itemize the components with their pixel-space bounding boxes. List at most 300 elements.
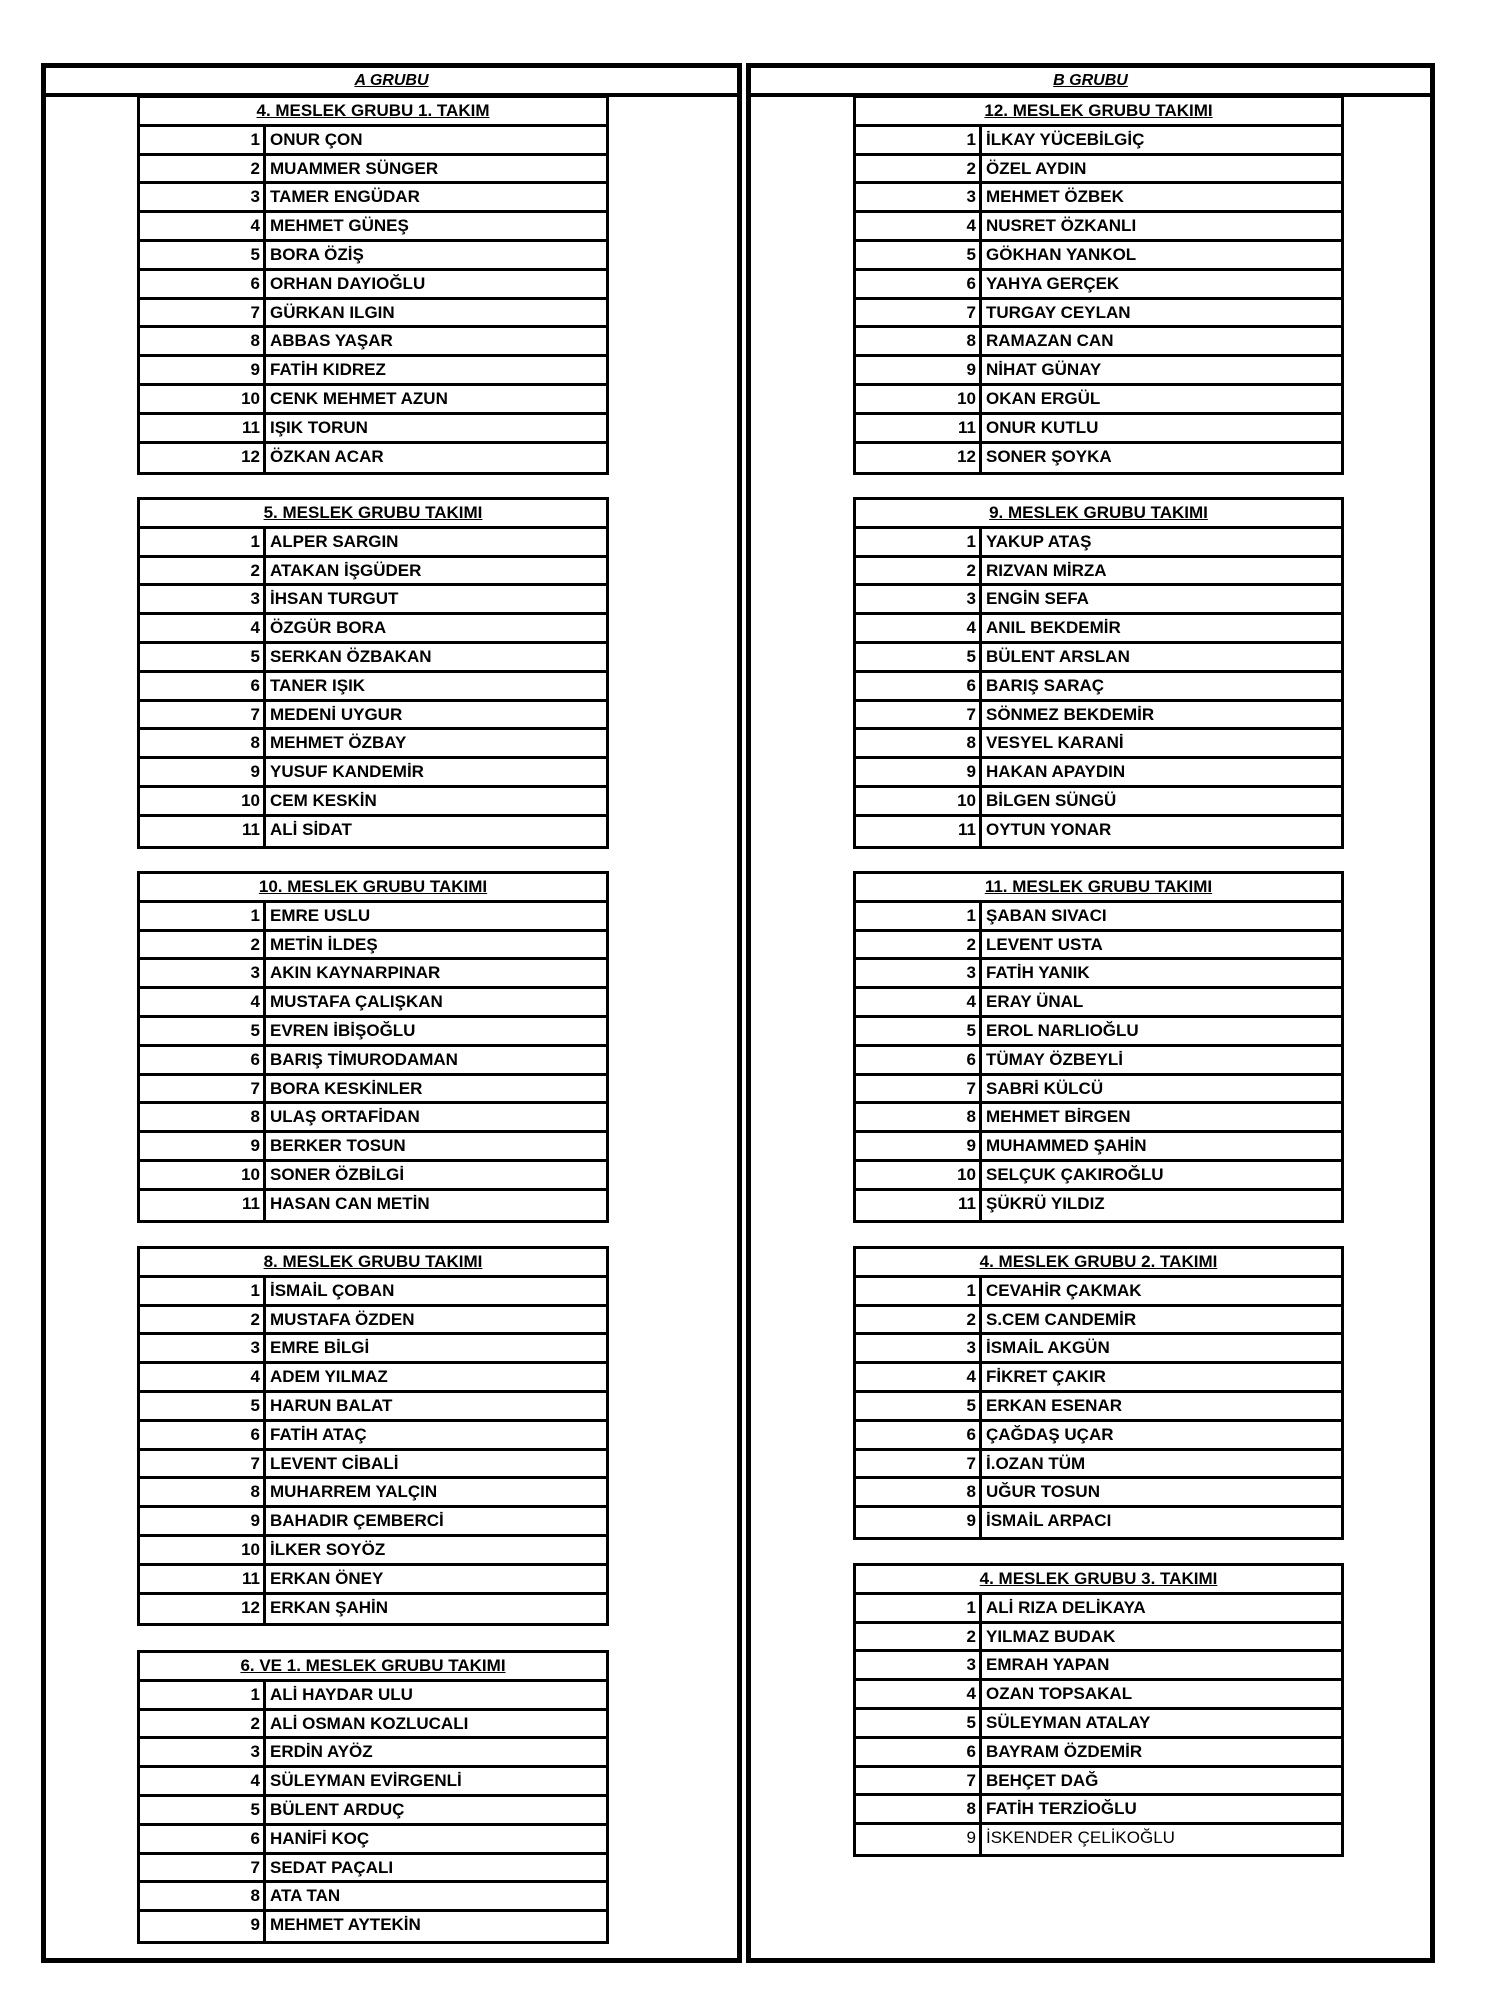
player-number: 11 xyxy=(140,1191,266,1220)
player-name: İSMAİL ÇOBAN xyxy=(270,1280,395,1300)
player-row xyxy=(856,1393,1341,1422)
player-name: ONUR ÇON xyxy=(270,129,363,149)
player-name: METİN İLDEŞ xyxy=(270,934,378,954)
player-row xyxy=(856,702,1341,731)
player-number: 2 xyxy=(856,558,982,584)
player-row xyxy=(856,156,1341,185)
group-a-header xyxy=(46,68,737,97)
player-name: BERKER TOSUN xyxy=(270,1136,406,1156)
player-number: 2 xyxy=(856,1307,982,1333)
player-number: 2 xyxy=(140,1307,266,1333)
player-name: CEVAHİR ÇAKMAK xyxy=(986,1280,1142,1300)
player-number: 2 xyxy=(140,932,266,958)
player-number: 1 xyxy=(856,529,982,555)
team-table xyxy=(853,1563,1344,1857)
player-number: 5 xyxy=(856,644,982,670)
player-row xyxy=(856,444,1341,473)
player-row xyxy=(140,1537,606,1566)
player-row xyxy=(856,673,1341,702)
player-number: 9 xyxy=(856,1508,982,1537)
player-name: MUHAMMED ŞAHİN xyxy=(986,1136,1147,1156)
player-number: 6 xyxy=(140,673,266,699)
player-number: 5 xyxy=(140,644,266,670)
player-number: 6 xyxy=(140,271,266,297)
player-name: SELÇUK ÇAKIROĞLU xyxy=(986,1164,1164,1184)
player-row xyxy=(856,357,1341,386)
player-row xyxy=(856,1479,1341,1508)
player-number: 5 xyxy=(140,1018,266,1044)
player-row xyxy=(856,529,1341,558)
player-name: MEDENİ UYGUR xyxy=(270,704,403,724)
player-name: RAMAZAN CAN xyxy=(986,331,1114,351)
player-row xyxy=(140,1076,606,1105)
player-name: SONER ÖZBİLGİ xyxy=(270,1164,405,1184)
player-row xyxy=(856,615,1341,644)
player-number: 5 xyxy=(856,1710,982,1736)
team-title xyxy=(856,1566,1341,1595)
player-number: 4 xyxy=(140,1364,266,1390)
player-row xyxy=(140,300,606,329)
player-name: MEHMET BİRGEN xyxy=(986,1107,1131,1127)
player-number: 3 xyxy=(856,586,982,612)
player-name: ERKAN ÖNEY xyxy=(270,1568,384,1588)
group-b-header xyxy=(751,68,1430,97)
team-title-text: 9. MESLEK GRUBU TAKIMI xyxy=(989,503,1208,522)
player-name: OYTUN YONAR xyxy=(986,819,1112,839)
player-row xyxy=(856,127,1341,156)
player-row xyxy=(856,1451,1341,1480)
player-number: 10 xyxy=(140,788,266,814)
player-number: 12 xyxy=(856,444,982,473)
player-name: EMRE USLU xyxy=(270,905,371,925)
player-name: BORA KESKİNLER xyxy=(270,1078,423,1098)
player-number: 7 xyxy=(140,702,266,728)
player-name: SÜLEYMAN ATALAY xyxy=(986,1712,1151,1732)
player-name: ONUR KUTLU xyxy=(986,417,1099,437)
player-number: 2 xyxy=(856,932,982,958)
player-name: LEVENT USTA xyxy=(986,934,1103,954)
player-row xyxy=(856,1133,1341,1162)
team-table xyxy=(137,95,609,475)
player-number: 7 xyxy=(856,1451,982,1477)
player-number: 6 xyxy=(140,1047,266,1073)
player-row xyxy=(140,444,606,473)
player-row xyxy=(140,1883,606,1912)
player-row xyxy=(140,1307,606,1336)
team-title-text: 4. MESLEK GRUBU 1. TAKIM xyxy=(256,101,490,120)
player-row xyxy=(140,1508,606,1537)
player-name: ALİ OSMAN KOZLUCALI xyxy=(270,1713,469,1733)
player-number: 10 xyxy=(140,1537,266,1563)
player-row xyxy=(856,328,1341,357)
player-name: MUSTAFA ÇALIŞKAN xyxy=(270,992,443,1012)
player-number: 10 xyxy=(856,788,982,814)
player-name: ÖZGÜR BORA xyxy=(270,618,387,638)
player-row xyxy=(140,1191,606,1220)
player-number: 11 xyxy=(856,415,982,441)
player-name: ERKAN ESENAR xyxy=(986,1395,1123,1415)
player-name: ŞABAN SIVACI xyxy=(986,905,1107,925)
team-title xyxy=(140,874,606,903)
player-name: ALİ HAYDAR ULU xyxy=(270,1684,413,1704)
player-name: BARIŞ TİMURODAMAN xyxy=(270,1049,458,1069)
team-table xyxy=(137,497,609,849)
player-row xyxy=(140,586,606,615)
player-row xyxy=(140,1278,606,1307)
player-name: EROL NARLIOĞLU xyxy=(986,1020,1139,1040)
player-number: 7 xyxy=(140,1855,266,1881)
player-row xyxy=(856,1422,1341,1451)
player-number: 3 xyxy=(140,960,266,986)
player-row xyxy=(140,415,606,444)
player-row xyxy=(856,213,1341,242)
player-name: OZAN TOPSAKAL xyxy=(986,1684,1133,1704)
player-number: 1 xyxy=(856,1278,982,1304)
player-number: 9 xyxy=(856,1133,982,1159)
group-a-title: A GRUBU xyxy=(354,72,429,89)
player-name: YUSUF KANDEMİR xyxy=(270,762,424,782)
team-table xyxy=(137,871,609,1223)
player-name: FATİH ATAÇ xyxy=(270,1424,367,1444)
player-number: 4 xyxy=(140,615,266,641)
player-name: BÜLENT ARDUÇ xyxy=(270,1799,405,1819)
player-number: 8 xyxy=(856,1104,982,1130)
player-row xyxy=(856,1508,1341,1537)
player-number: 7 xyxy=(140,300,266,326)
player-number: 8 xyxy=(140,730,266,756)
player-number: 6 xyxy=(140,1826,266,1852)
player-name: SERKAN ÖZBAKAN xyxy=(270,646,432,666)
player-name: RIZVAN MİRZA xyxy=(986,560,1107,580)
player-number: 1 xyxy=(140,529,266,555)
player-name: MEHMET GÜNEŞ xyxy=(270,216,409,236)
player-row xyxy=(856,415,1341,444)
player-name: EMRAH YAPAN xyxy=(986,1655,1110,1675)
player-row xyxy=(856,386,1341,415)
player-number: 2 xyxy=(140,558,266,584)
player-row xyxy=(856,932,1341,961)
player-name: YILMAZ BUDAK xyxy=(986,1626,1116,1646)
player-row xyxy=(140,1133,606,1162)
player-name: ALPER SARGIN xyxy=(270,531,399,551)
player-number: 4 xyxy=(856,1681,982,1707)
player-row xyxy=(140,673,606,702)
player-number: 9 xyxy=(856,759,982,785)
player-row xyxy=(140,817,606,846)
player-row xyxy=(856,644,1341,673)
player-number: 8 xyxy=(140,1479,266,1505)
player-name: ŞÜKRÜ YILDIZ xyxy=(986,1193,1105,1213)
player-number: 6 xyxy=(856,1422,982,1448)
player-row xyxy=(140,1826,606,1855)
player-row xyxy=(140,1682,606,1711)
player-number: 2 xyxy=(856,1624,982,1650)
player-row xyxy=(140,1479,606,1508)
player-name: BÜLENT ARSLAN xyxy=(986,646,1130,666)
player-name: ATAKAN İŞGÜDER xyxy=(270,560,422,580)
player-name: UĞUR TOSUN xyxy=(986,1482,1100,1502)
player-name: TAMER ENGÜDAR xyxy=(270,187,420,207)
player-row xyxy=(856,759,1341,788)
player-name: LEVENT CİBALİ xyxy=(270,1453,399,1473)
player-number: 9 xyxy=(856,357,982,383)
player-number: 5 xyxy=(140,242,266,268)
player-number: 9 xyxy=(140,1912,266,1941)
player-name: VESYEL KARANİ xyxy=(986,733,1124,753)
player-row xyxy=(140,644,606,673)
player-row xyxy=(856,730,1341,759)
player-name: BİLGEN SÜNGÜ xyxy=(986,790,1117,810)
player-number: 7 xyxy=(856,1076,982,1102)
player-number: 11 xyxy=(140,415,266,441)
player-name: FATİH KIDREZ xyxy=(270,360,386,380)
player-row xyxy=(140,615,606,644)
player-number: 11 xyxy=(140,817,266,846)
player-row xyxy=(140,1335,606,1364)
player-name: TURGAY CEYLAN xyxy=(986,302,1131,322)
player-number: 9 xyxy=(856,1825,982,1854)
player-name: ORHAN DAYIOĞLU xyxy=(270,273,426,293)
player-name: YAKUP ATAŞ xyxy=(986,531,1092,551)
player-name: FATİH YANIK xyxy=(986,963,1090,983)
player-row xyxy=(856,1710,1341,1739)
player-row xyxy=(140,213,606,242)
player-number: 4 xyxy=(140,989,266,1015)
player-number: 4 xyxy=(140,213,266,239)
player-row xyxy=(856,1047,1341,1076)
player-name: NUSRET ÖZKANLI xyxy=(986,216,1137,236)
player-name: YAHYA GERÇEK xyxy=(986,273,1120,293)
player-row xyxy=(856,1191,1341,1220)
player-number: 5 xyxy=(140,1393,266,1419)
player-number: 8 xyxy=(140,328,266,354)
player-row xyxy=(856,1739,1341,1768)
team-table xyxy=(853,95,1344,475)
player-name: OKAN ERGÜL xyxy=(986,388,1101,408)
player-number: 1 xyxy=(140,1682,266,1708)
player-row xyxy=(140,1018,606,1047)
player-name: BARIŞ SARAÇ xyxy=(986,675,1105,695)
group-b-panel xyxy=(746,63,1435,1963)
player-name: BAHADIR ÇEMBERCİ xyxy=(270,1511,444,1531)
team-title-text: 6. VE 1. MESLEK GRUBU TAKIMI xyxy=(240,1656,506,1675)
team-title xyxy=(856,874,1341,903)
player-name: İSKENDER ÇELİKOĞLU xyxy=(986,1828,1175,1848)
player-number: 7 xyxy=(140,1076,266,1102)
player-number: 1 xyxy=(140,1278,266,1304)
player-row xyxy=(140,328,606,357)
player-row xyxy=(856,271,1341,300)
player-name: EMRE BİLGİ xyxy=(270,1338,370,1358)
player-name: ENGİN SEFA xyxy=(986,589,1089,609)
player-name: MUSTAFA ÖZDEN xyxy=(270,1309,415,1329)
player-name: EVREN İBİŞOĞLU xyxy=(270,1020,416,1040)
team-table xyxy=(853,1246,1344,1540)
player-row xyxy=(856,1825,1341,1854)
player-name: HANİFİ KOÇ xyxy=(270,1828,370,1848)
player-name: İSMAİL AKGÜN xyxy=(986,1338,1110,1358)
player-name: FİKRET ÇAKIR xyxy=(986,1367,1106,1387)
player-row xyxy=(856,1768,1341,1797)
player-number: 8 xyxy=(856,1796,982,1822)
team-title-text: 10. MESLEK GRUBU TAKIMI xyxy=(258,877,488,896)
player-row xyxy=(140,1768,606,1797)
player-name: İSMAİL ARPACI xyxy=(986,1511,1112,1531)
player-row xyxy=(856,184,1341,213)
player-name: BAYRAM ÖZDEMİR xyxy=(986,1741,1143,1761)
player-name: MEHMET ÖZBAY xyxy=(270,733,407,753)
player-name: MUHARREM YALÇIN xyxy=(270,1482,438,1502)
player-number: 7 xyxy=(856,300,982,326)
player-row xyxy=(140,1797,606,1826)
player-number: 11 xyxy=(856,817,982,846)
player-name: GÜRKAN ILGIN xyxy=(270,302,395,322)
player-number: 9 xyxy=(140,1133,266,1159)
player-number: 3 xyxy=(140,586,266,612)
team-title xyxy=(140,1653,606,1682)
player-number: 12 xyxy=(140,1595,266,1624)
player-name: HAKAN APAYDIN xyxy=(986,762,1126,782)
player-number: 1 xyxy=(856,127,982,153)
player-number: 5 xyxy=(856,1018,982,1044)
team-title-text: 8. MESLEK GRUBU TAKIMI xyxy=(263,1252,483,1271)
player-name: SEDAT PAÇALI xyxy=(270,1857,394,1877)
player-row xyxy=(140,127,606,156)
player-row xyxy=(140,903,606,932)
player-name: IŞIK TORUN xyxy=(270,417,368,437)
player-row xyxy=(140,960,606,989)
player-name: S.CEM CANDEMİR xyxy=(986,1309,1137,1329)
player-row xyxy=(856,1652,1341,1681)
player-name: ERAY ÜNAL xyxy=(986,992,1084,1012)
player-row xyxy=(856,558,1341,587)
player-row xyxy=(140,1364,606,1393)
player-row xyxy=(140,357,606,386)
player-row xyxy=(856,1681,1341,1710)
player-row xyxy=(856,1307,1341,1336)
player-number: 10 xyxy=(856,1162,982,1188)
player-number: 12 xyxy=(140,444,266,473)
player-number: 8 xyxy=(140,1104,266,1130)
player-row xyxy=(140,1912,606,1941)
player-name: SABRİ KÜLCÜ xyxy=(986,1078,1104,1098)
player-number: 5 xyxy=(856,242,982,268)
player-number: 2 xyxy=(140,156,266,182)
team-title xyxy=(140,500,606,529)
player-row xyxy=(140,1047,606,1076)
player-name: İLKER SOYÖZ xyxy=(270,1539,386,1559)
player-row xyxy=(140,1855,606,1884)
player-number: 3 xyxy=(856,1335,982,1361)
player-row xyxy=(140,156,606,185)
player-number: 2 xyxy=(856,156,982,182)
player-row xyxy=(856,960,1341,989)
player-name: ATA TAN xyxy=(270,1886,341,1906)
player-number: 1 xyxy=(856,903,982,929)
player-number: 3 xyxy=(140,1335,266,1361)
player-row xyxy=(140,558,606,587)
player-number: 10 xyxy=(140,1162,266,1188)
player-name: MUAMMER SÜNGER xyxy=(270,158,439,178)
team-title xyxy=(140,1249,606,1278)
player-number: 6 xyxy=(856,1047,982,1073)
player-number: 4 xyxy=(856,1364,982,1390)
player-name: SONER ŞOYKA xyxy=(986,446,1112,466)
player-row xyxy=(140,1595,606,1624)
player-number: 6 xyxy=(856,271,982,297)
player-name: ANIL BEKDEMİR xyxy=(986,618,1121,638)
player-name: FATİH TERZİOĞLU xyxy=(986,1799,1137,1819)
player-row xyxy=(140,759,606,788)
player-name: GÖKHAN YANKOL xyxy=(986,244,1137,264)
player-name: BORA ÖZİŞ xyxy=(270,244,364,264)
player-row xyxy=(140,184,606,213)
player-number: 1 xyxy=(140,903,266,929)
player-row xyxy=(856,1278,1341,1307)
player-name: MEHMET ÖZBEK xyxy=(986,187,1124,207)
player-number: 9 xyxy=(140,759,266,785)
team-title xyxy=(856,98,1341,127)
player-number: 2 xyxy=(140,1711,266,1737)
player-row xyxy=(856,1364,1341,1393)
player-number: 5 xyxy=(140,1797,266,1823)
player-name: ERDİN AYÖZ xyxy=(270,1742,373,1762)
player-name: SÖNMEZ BEKDEMİR xyxy=(986,704,1155,724)
player-name: İHSAN TURGUT xyxy=(270,589,399,609)
team-title-text: 4. MESLEK GRUBU 2. TAKIMI xyxy=(979,1252,1218,1271)
player-row xyxy=(140,1162,606,1191)
player-row xyxy=(856,1796,1341,1825)
player-number: 7 xyxy=(856,702,982,728)
player-row xyxy=(856,586,1341,615)
player-name: ALİ SİDAT xyxy=(270,819,352,839)
player-row xyxy=(140,386,606,415)
player-number: 4 xyxy=(140,1768,266,1794)
team-table xyxy=(137,1246,609,1626)
player-row xyxy=(140,788,606,817)
player-number: 6 xyxy=(140,1422,266,1448)
player-name: ÖZKAN ACAR xyxy=(270,446,384,466)
player-row xyxy=(856,1335,1341,1364)
player-name: SÜLEYMAN EVİRGENLİ xyxy=(270,1771,462,1791)
player-row xyxy=(856,817,1341,846)
player-number: 3 xyxy=(856,1652,982,1678)
player-number: 4 xyxy=(856,989,982,1015)
player-row xyxy=(856,1595,1341,1624)
player-number: 8 xyxy=(856,1479,982,1505)
player-row xyxy=(140,989,606,1018)
team-title xyxy=(856,500,1341,529)
team-table xyxy=(853,871,1344,1223)
player-name: İ.OZAN TÜM xyxy=(986,1453,1086,1473)
player-name: ÇAĞDAŞ UÇAR xyxy=(986,1424,1114,1444)
player-name: AKIN KAYNARPINAR xyxy=(270,963,441,983)
team-table xyxy=(853,497,1344,849)
player-row xyxy=(856,242,1341,271)
player-row xyxy=(140,730,606,759)
player-row xyxy=(856,1162,1341,1191)
player-name: HASAN CAN METİN xyxy=(270,1193,430,1213)
player-name: TANER IŞIK xyxy=(270,675,366,695)
team-title-text: 12. MESLEK GRUBU TAKIMI xyxy=(984,101,1213,120)
player-row xyxy=(856,300,1341,329)
player-name: NİHAT GÜNAY xyxy=(986,360,1102,380)
player-number: 10 xyxy=(856,386,982,412)
player-number: 1 xyxy=(140,127,266,153)
player-name: İLKAY YÜCEBİLGİÇ xyxy=(986,129,1145,149)
team-title xyxy=(856,1249,1341,1278)
player-name: ERKAN ŞAHİN xyxy=(270,1597,389,1617)
